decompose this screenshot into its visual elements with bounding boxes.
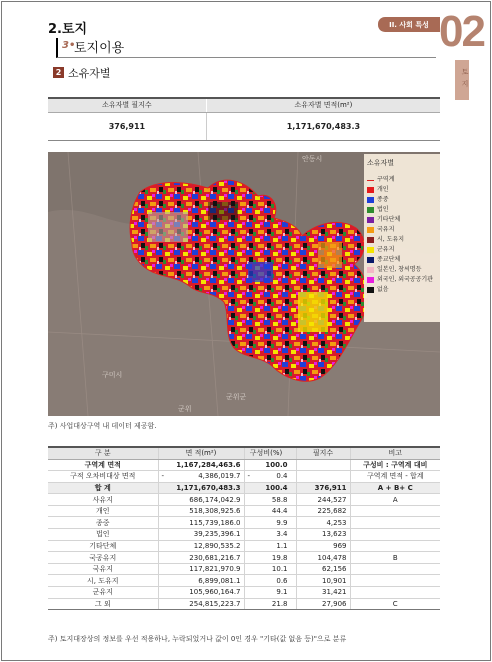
- section-title: 토지이용: [74, 41, 125, 56]
- legend-swatch: [367, 257, 374, 263]
- legend-label: 기타단체: [377, 216, 401, 223]
- legend-swatch: [367, 277, 374, 283]
- cell-parcels: 13,623: [296, 529, 350, 541]
- cell-remarks: [350, 529, 440, 541]
- cell-ratio: 19.8: [244, 552, 296, 564]
- cell-parcels: [296, 459, 350, 471]
- legend-label: 구역계: [377, 176, 395, 183]
- cell-category: 개인: [48, 505, 158, 517]
- cell-remarks: 구역계 면적 - 합계: [350, 471, 440, 483]
- summary-header-parcels: 소유자별 필지수: [48, 98, 206, 112]
- cell-category: 그 외: [48, 598, 158, 610]
- header-ratio: 구성비(%): [244, 447, 296, 459]
- legend-item: [367, 206, 437, 213]
- cell-remarks: [350, 563, 440, 575]
- chapter-title: 2.토지: [48, 22, 88, 37]
- cell-area: 686,174,042.9: [158, 494, 244, 506]
- legend-label: 외국인, 외국공공기관: [377, 276, 433, 283]
- map-label-gunwi: 군위: [178, 405, 192, 413]
- cell-ratio: 10.1: [244, 563, 296, 575]
- cell-parcels: 225,682: [296, 505, 350, 517]
- map-label-gunwi-gun: 군위군: [226, 393, 247, 401]
- cell-ratio: 9.1: [244, 587, 296, 599]
- legend-label: 군유지: [377, 246, 395, 253]
- map-label-gumi: 구미시: [102, 371, 123, 379]
- cell-ratio-prefix: -: [247, 472, 251, 481]
- section-number: 3•: [62, 40, 76, 51]
- header-category: 구 분: [48, 447, 158, 459]
- table-body: [48, 459, 440, 610]
- foot-note: 주) 토지대장상의 정보를 우선 적용하나, 누락되었거나 값이 0인 경우 "기타(값 없음 등)"으로 분류: [48, 635, 347, 643]
- legend-swatch: [367, 217, 374, 223]
- cell-ratio: 44.4: [244, 505, 296, 517]
- cell-ratio-value: 0.4: [276, 472, 288, 481]
- cell-ratio: 9.9: [244, 517, 296, 529]
- cell-area: [158, 471, 244, 483]
- subsection-number: 2: [53, 67, 64, 78]
- cell-parcels: 104,478: [296, 552, 350, 564]
- cell-ratio: 100.4: [244, 482, 296, 494]
- header-area: 면 적(m²): [158, 447, 244, 459]
- table-row: [48, 482, 440, 494]
- cell-area: 1,167,284,463.6: [158, 459, 244, 471]
- cell-area: 105,960,164.7: [158, 587, 244, 599]
- table-row: [48, 575, 440, 587]
- summary-parcels-value: 376,911: [48, 112, 206, 140]
- cell-remarks: A: [350, 494, 440, 506]
- cell-parcels: 4,253: [296, 517, 350, 529]
- cell-parcels: 62,156: [296, 563, 350, 575]
- side-label: 토지: [461, 68, 469, 88]
- section-badge: II. 사회 특성: [378, 17, 440, 32]
- legend-label: 시, 도유지: [377, 236, 404, 243]
- cell-parcels: 31,421: [296, 587, 350, 599]
- table-row: [48, 517, 440, 529]
- table-row: [48, 598, 440, 610]
- table-row: [48, 494, 440, 506]
- cell-area-prefix: -: [161, 472, 165, 481]
- cell-area-value: 4,386,019.7: [198, 472, 241, 481]
- cell-category: 국공유지: [48, 552, 158, 564]
- cell-ratio: 21.8: [244, 598, 296, 610]
- cell-area: 518,308,925.6: [158, 505, 244, 517]
- legend-label: 국유지: [377, 226, 395, 233]
- legend-swatch: [367, 267, 374, 273]
- cell-parcels: [296, 471, 350, 483]
- map-label-andong: 안동시: [302, 155, 323, 163]
- table-row: [48, 587, 440, 599]
- map-legend: [364, 154, 440, 322]
- legend-items: [367, 176, 437, 293]
- legend-swatch: [367, 207, 374, 213]
- legend-label: 종교단체: [377, 256, 401, 263]
- table-row: [48, 552, 440, 564]
- legend-swatch: [367, 247, 374, 253]
- chapter-number: 02: [439, 7, 484, 56]
- cell-area: 6,899,081.1: [158, 575, 244, 587]
- legend-swatch: [367, 187, 374, 193]
- cell-remarks: [350, 540, 440, 552]
- cell-remarks: [350, 575, 440, 587]
- cell-ratio: [244, 471, 296, 483]
- summary-header-area: 소유자별 면적(m²): [206, 98, 440, 112]
- cell-category: 구역계 면적: [48, 459, 158, 471]
- cell-parcels: 969: [296, 540, 350, 552]
- table-row: [48, 540, 440, 552]
- cell-area: 39,235,396.1: [158, 529, 244, 541]
- cell-remarks: [350, 587, 440, 599]
- summary-value-row: [48, 112, 440, 140]
- cell-category: 기타단체: [48, 540, 158, 552]
- cell-category: 사유지: [48, 494, 158, 506]
- cell-remarks: 구성비 : 구역계 대비: [350, 459, 440, 471]
- cell-category: 국유지: [48, 563, 158, 575]
- legend-item: [367, 226, 437, 233]
- cell-category: 군유지: [48, 587, 158, 599]
- summary-header-row: [48, 98, 440, 112]
- cell-ratio: 3.4: [244, 529, 296, 541]
- cell-remarks: B: [350, 552, 440, 564]
- ownership-table: [48, 446, 440, 610]
- table-row: [48, 505, 440, 517]
- cell-category: 시, 도유지: [48, 575, 158, 587]
- legend-item: [367, 236, 437, 243]
- cell-category: 종중: [48, 517, 158, 529]
- cell-ratio: 1.1: [244, 540, 296, 552]
- legend-swatch: [367, 197, 374, 203]
- legend-item: [367, 246, 437, 253]
- cell-parcels: 10,901: [296, 575, 350, 587]
- cell-area: 254,815,223.7: [158, 598, 244, 610]
- map-note: 주) 사업대상구역 내 데이터 제공함.: [48, 422, 157, 430]
- subsection-title: 소유자별: [68, 67, 111, 80]
- legend-swatch: [367, 180, 374, 181]
- cell-area: 117,821,970.9: [158, 563, 244, 575]
- legend-item: [367, 256, 437, 263]
- cell-category: 합 계: [48, 482, 158, 494]
- cell-area: 1,171,670,483.3: [158, 482, 244, 494]
- cell-area: 12,890,535.2: [158, 540, 244, 552]
- cell-parcels: 27,906: [296, 598, 350, 610]
- cell-ratio: 58.8: [244, 494, 296, 506]
- cell-parcels: 376,911: [296, 482, 350, 494]
- legend-label: 일본인, 창씨명등: [377, 266, 422, 273]
- cell-category: 법인: [48, 529, 158, 541]
- table-row: [48, 563, 440, 575]
- cell-area: 230,681,216.7: [158, 552, 244, 564]
- legend-label: 없음: [377, 286, 389, 293]
- cell-remarks: A + B+ C: [350, 482, 440, 494]
- legend-label: 개인: [377, 186, 389, 193]
- legend-item: [367, 216, 437, 223]
- header-parcels: 필지수: [296, 447, 350, 459]
- legend-item: [367, 186, 437, 193]
- legend-swatch: [367, 227, 374, 233]
- header-remarks: 비고: [350, 447, 440, 459]
- table-row: [48, 459, 440, 471]
- cell-remarks: C: [350, 598, 440, 610]
- legend-item: [367, 286, 437, 293]
- cell-ratio: 0.6: [244, 575, 296, 587]
- legend-item: [367, 276, 437, 283]
- cell-area: 115,739,186.0: [158, 517, 244, 529]
- legend-item: [367, 176, 437, 183]
- legend-item: [367, 196, 437, 203]
- summary-table: [48, 97, 440, 141]
- legend-label: 법인: [377, 206, 389, 213]
- cell-remarks: [350, 517, 440, 529]
- cell-category: 구적 오차비대상 면적: [48, 471, 158, 483]
- cell-parcels: 244,527: [296, 494, 350, 506]
- legend-swatch: [367, 237, 374, 243]
- legend-label: 종중: [377, 196, 389, 203]
- table-row: [48, 471, 440, 483]
- legend-title: 소유자별: [367, 159, 395, 167]
- cell-ratio: 100.0: [244, 459, 296, 471]
- legend-swatch: [367, 287, 374, 293]
- legend-item: [367, 266, 437, 273]
- cell-remarks: [350, 505, 440, 517]
- table-row: [48, 529, 440, 541]
- table-header-row: [48, 447, 440, 459]
- summary-area-value: 1,171,670,483.3: [206, 112, 440, 140]
